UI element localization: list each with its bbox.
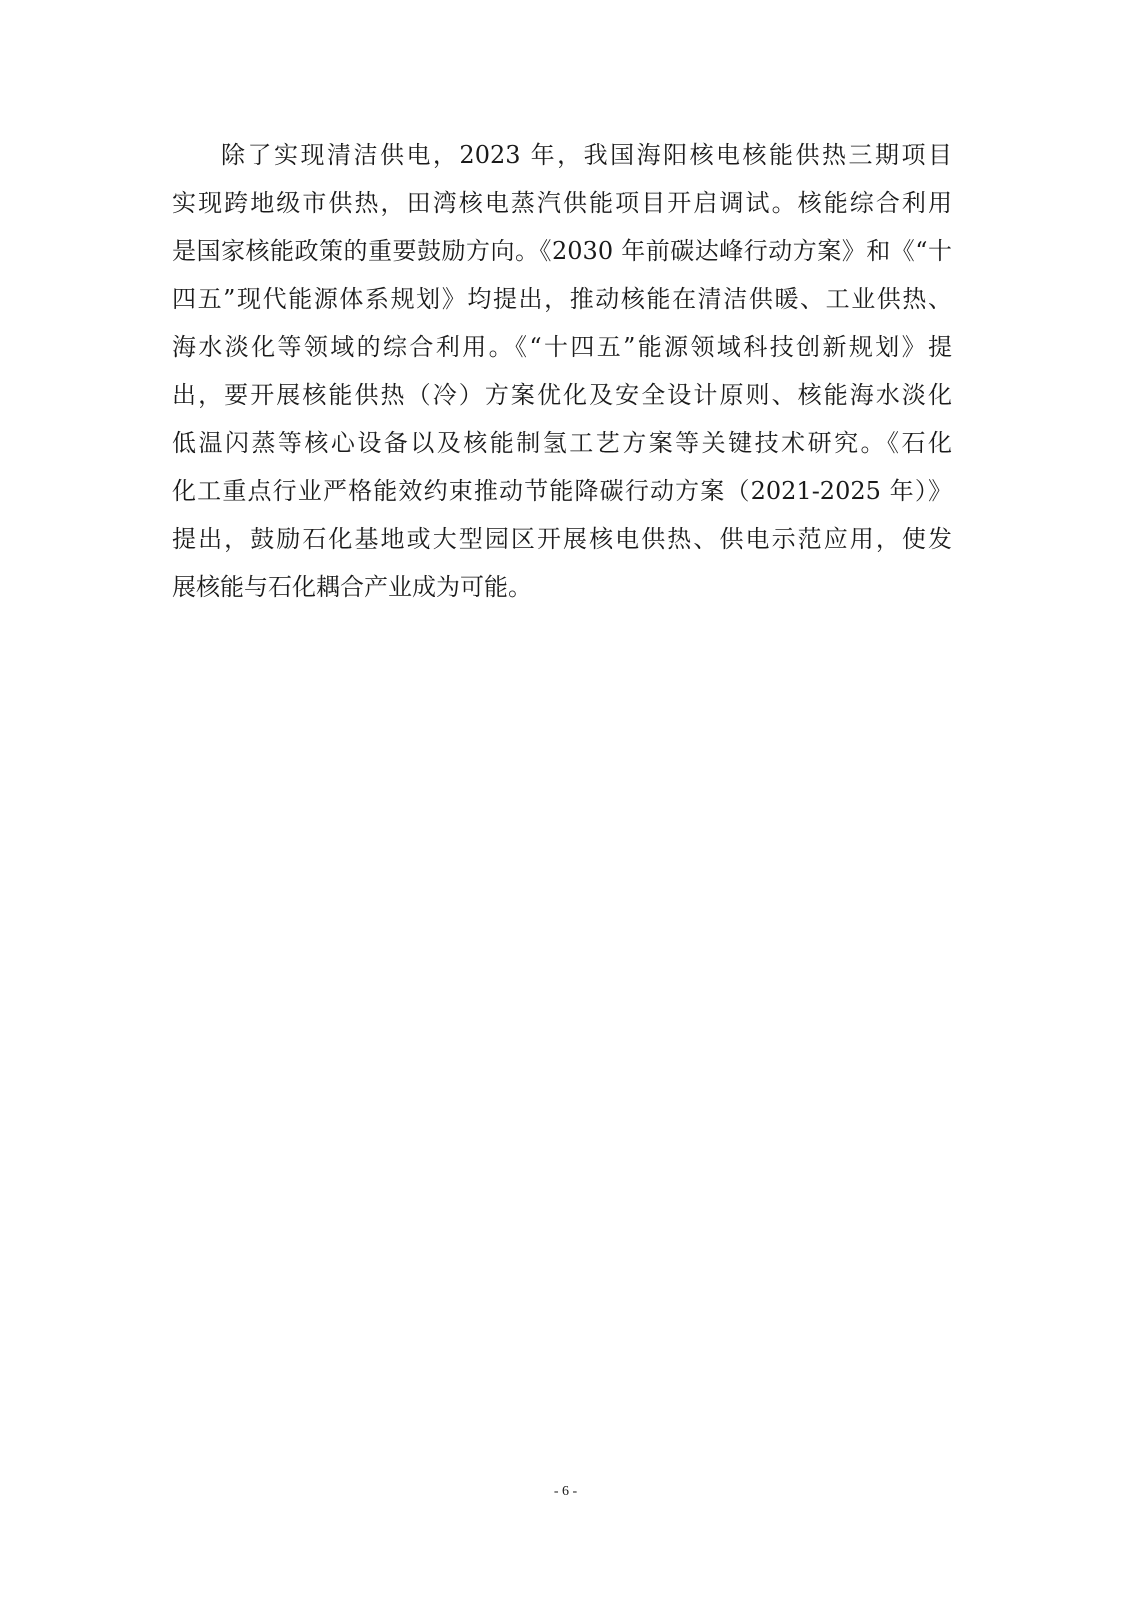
paragraph-line: 低温闪蒸等核心设备以及核能制氢工艺方案等关键技术研究。《石化 [172, 429, 952, 457]
paragraph-line: 提出，鼓励石化基地或大型园区开展核电供热、供电示范应用，使发 [172, 525, 952, 553]
body-paragraph [172, 131, 952, 611]
paragraph-line: 展核能与石化耦合产业成为可能。 [172, 573, 532, 601]
paragraph-line: 海水淡化等领域的综合利用。《“十四五”能源领域科技创新规划》提 [172, 333, 952, 361]
paragraph-line: 实现跨地级市供热，田湾核电蒸汽供能项目开启调试。核能综合利用 [172, 189, 952, 217]
page-number: - 6 - [553, 1484, 578, 1499]
paragraph-line: 除了实现清洁供电，2023 年，我国海阳核电核能供热三期项目 [221, 141, 952, 169]
paragraph-line: 四五”现代能源体系规划》均提出，推动核能在清洁供暖、工业供热、 [172, 285, 952, 313]
paragraph-line: 是国家核能政策的重要鼓励方向。《2030 年前碳达峰行动方案》和《“十 [172, 237, 952, 265]
paragraph-line: 出，要开展核能供热（冷）方案优化及安全设计原则、核能海水淡化 [172, 381, 952, 409]
paragraph-line: 化工重点行业严格能效约束推动节能降碳行动方案（2021-2025 年）》 [172, 477, 952, 505]
